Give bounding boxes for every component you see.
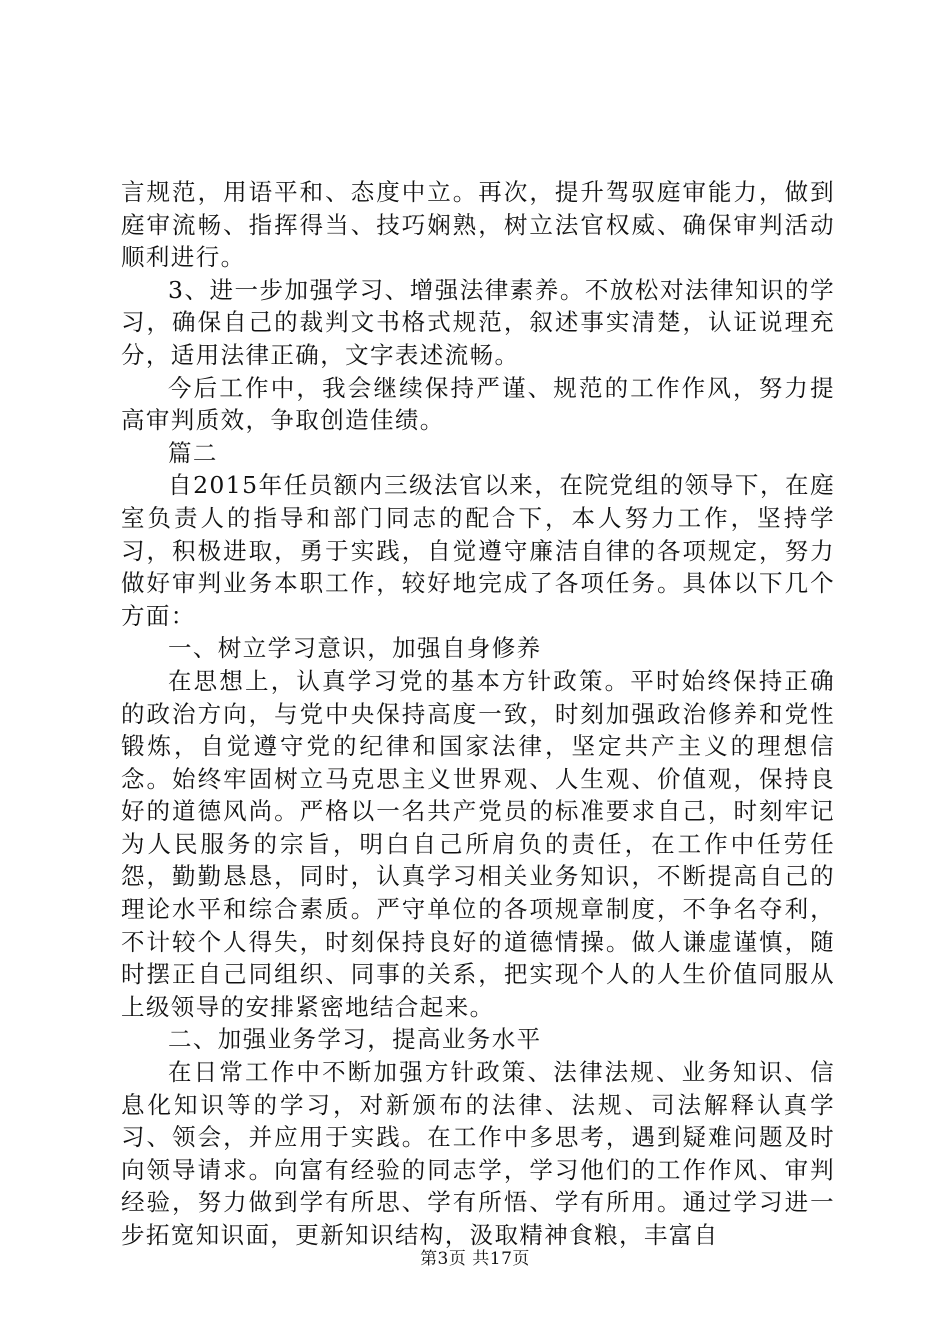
section-heading-two: 二、加强业务学习，提高业务水平 (168, 1025, 542, 1054)
page-footer: 第3页 共17页 (420, 1249, 530, 1269)
section-heading-one: 一、树立学习意识，加强自身修养 (168, 634, 542, 663)
paragraph-business-study: 在日常工作中不断加强方针政策、法律法规、业务知识、信息化知识等的学习，对新颁布的法律、法规、司法解释认真学习、领会，并应用于实践。在工作中多思考，遇到疑难问题及时向领导请求。向富有经验的同志学，学习他们的工作作风、审判经验，努力做到学有所思、学有所悟、学有所用。通过学习进一步拓宽知识面，更新知识结构，汲取精神食粮，丰富自 (121, 1058, 835, 1249)
paragraph-intro: 自2015年任员额内三级法官以来，在院党组的领导下，在庭室负责人的指导和部门同志的配合下，本人努力工作，坚持学习，积极进取，勇于实践，自觉遵守廉洁自律的各项规定，努力做好审判业务本职工作，较好地完成了各项任务。具体以下几个方面： (121, 471, 835, 630)
paragraph-continued: 言规范，用语平和、态度中立。再次，提升驾驭庭审能力，做到庭审流畅、指挥得当、技巧娴熟，树立法官权威、确保审判活动顺利进行。 (121, 178, 835, 272)
paragraph-ideology: 在思想上，认真学习党的基本方针政策。平时始终保持正确的政治方向，与党中央保持高度一致，时刻加强政治修养和党性锻炼，自觉遵守党的纪律和国家法律，坚定共产主义的理想信念。始终牢固树立马克思主义世界观、人生观、价值观，保持良好的道德风尚。严格以一名共产党员的标准要求自己，时刻牢记为人民服务的宗旨，明白自己所肩负的责任，在工作中任劳任怨，勤勤恳恳，同时，认真学习相关业务知识，不断提高自己的理论水平和综合素质。严守单位的各项规章制度，不争名夺利，不计较个人得失，时刻保持良好的道德情操。做人谦虚谨慎，随时摆正自己同组织、同事的关系，把实现个人的人生价值同服从上级领导的安排紧密地结合起来。 (121, 666, 835, 1021)
section-heading-part-two: 篇二 (168, 438, 218, 467)
paragraph-item-3: 3、进一步加强学习、增强法律素养。不放松对法律知识的学习，确保自己的裁判文书格式规范，叙述事实清楚，认证说理充分，适用法律正确，文字表述流畅。 (121, 275, 835, 369)
paragraph-future-work: 今后工作中，我会继续保持严谨、规范的工作作风，努力提高审判质效，争取创造佳绩。 (121, 373, 835, 435)
document-body (121, 176, 835, 1252)
